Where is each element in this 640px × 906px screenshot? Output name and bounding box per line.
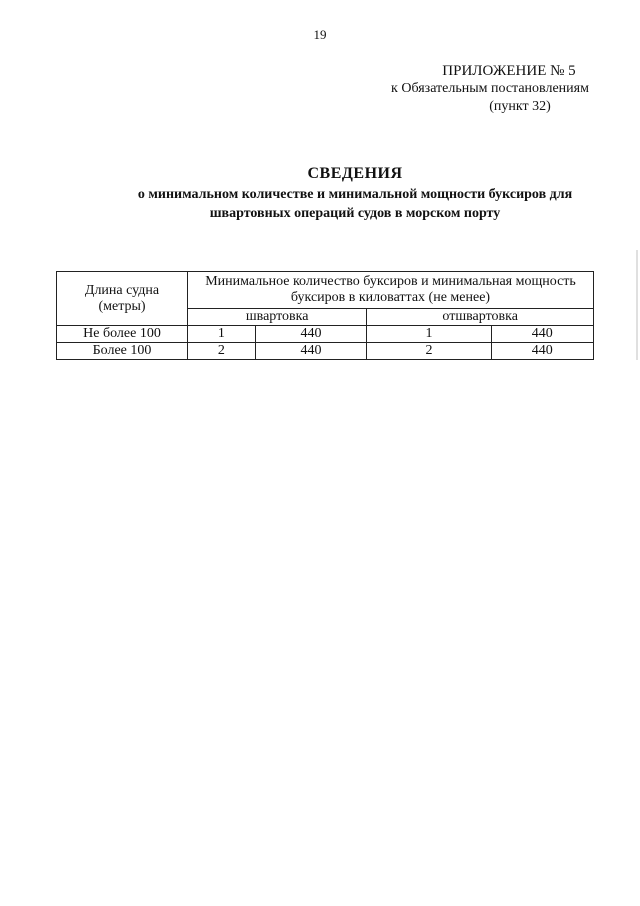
cell-mooring-power: 440 bbox=[255, 326, 367, 343]
document-heading bbox=[90, 165, 620, 223]
cell-length: Не более 100 bbox=[57, 326, 188, 343]
annex-title: ПРИЛОЖЕНИЕ № 5 bbox=[442, 63, 576, 79]
cell-unmooring-power: 440 bbox=[491, 326, 593, 343]
scan-edge-mark bbox=[636, 250, 638, 360]
cell-unmooring-count: 2 bbox=[367, 343, 491, 360]
heading-title: СВЕДЕНИЯ bbox=[307, 165, 403, 182]
header-vessel-length: Длина судна (метры) bbox=[57, 272, 188, 326]
subheader-mooring: швартовка bbox=[188, 309, 367, 326]
cell-mooring-count: 2 bbox=[188, 343, 256, 360]
cell-mooring-power: 440 bbox=[255, 343, 367, 360]
heading-subtitle-line-2: швартовных операций судов в морском порту bbox=[209, 206, 501, 221]
annex-block bbox=[380, 62, 600, 116]
annex-reference: к Обязательным постановлениям bbox=[391, 81, 589, 96]
tugs-table bbox=[56, 271, 594, 360]
cell-unmooring-count: 1 bbox=[367, 326, 491, 343]
subheader-unmooring: отшвартовка bbox=[367, 309, 594, 326]
cell-mooring-count: 1 bbox=[188, 326, 256, 343]
annex-point: (пункт 32) bbox=[489, 99, 551, 114]
table-header-row bbox=[57, 272, 594, 309]
cell-unmooring-power: 440 bbox=[491, 343, 593, 360]
table-row bbox=[57, 343, 594, 360]
page-number: 19 bbox=[313, 27, 327, 42]
cell-length: Более 100 bbox=[57, 343, 188, 360]
header-tugs-requirements: Минимальное количество буксиров и минимальная мощность буксиров в киловаттах (не менее) bbox=[188, 272, 594, 309]
heading-subtitle-line-1: о минимальном количестве и минимальной мощности буксиров для bbox=[137, 187, 573, 202]
table-row bbox=[57, 326, 594, 343]
